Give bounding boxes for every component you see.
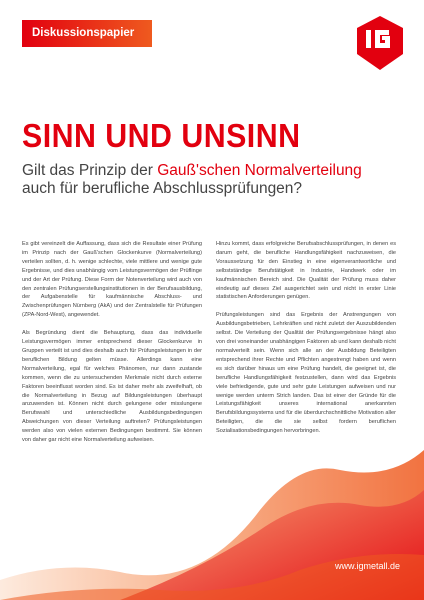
document-type-tag: Diskussionspapier — [22, 20, 152, 47]
subtitle-highlight: Gauß'schen Normalverteilung — [157, 162, 362, 179]
subtitle: Gilt das Prinzip der Gauß'schen Normalverteilung auch für berufliche Abschlussprüfungen? — [22, 162, 362, 197]
paragraph: Als Begründung dient die Behauptung, dass das individuelle Leistungsvermögen immer entsprechend dieser Glockenkurve in Gruppen verteilt ist und dies deshalb auch für Prüfungsleistungen in der beruflichen Bildung gelten müsse. Allerdings kann eine Normalverteilung, egal für welches Phänomen, nur dann zustande kommen, wenn die zu untersuchenden Merkmale nicht durch externe Faktoren beeinflusst worden sind. Es ist daher mehr als zweifelhaft, ob die Normalverteilung in Bezug auf Bildungsleistungen überhaupt anzuwenden ist. Können nicht durch gelungene oder misslungene Berufswahl und unterschiedliche Ausbildungsbedingungen Abweichungen von dieser Verteilung auftreten? Prüfungsleistungen werden also von vielen externen Bedingungen bestimmt. Sie können von daher gar nicht eine Normalverteilung aufweisen. — [22, 330, 202, 444]
body-column-left — [22, 240, 202, 454]
decorative-gradient-band — [0, 450, 424, 600]
page-title: SINN UND UNSINN — [22, 117, 301, 154]
paragraph: Es gibt vereinzelt die Auffassung, dass sich die Resultate einer Prüfung im Prinzip nach der Gauß'schen Glockenkurve (Normalverteilung) verteilen sollten, d. h. wenige schlechte, viele mittlere und wenige gute Ergebnisse, und dies unabhängig vom Leistungsvermögen der Prüflinge und der Art der Prüfung. Diese Form der Notenverteilung wird auch von den zentralen Prüfungserstellungsinstitutionen in der Berufsausbildung, der Aufgabenstelle für kaufmännische Abschluss- und Zwischenprüfungen Nürnberg (AkA) und der Zentralstelle für Prüfungen (ZPA-Nord-West), angewendet. — [22, 241, 202, 319]
paragraph: Prüfungsleistungen sind das Ergebnis der Anstrengungen von Ausbildungsbetrieben, Lehrkräften und nicht zuletzt der Auszubildenden selbst. Die Verteilung der Qualität der Prüfungsergebnisse hängt also von drei voneinander unabhängigen Faktoren ab und kann deshalb nicht normalverteilt sein. Wenn sich alle an der Ausbildung Beteiligten entsprechend ihrer Rechte und Pflichten angestrengt haben und wenn es sich darüber hinaus um eine Prüfung handelt, die geeignet ist, die berufliche Handlungsfähigkeit festzustellen, dann wird das Ergebnis viele befriedigende, gute und sehr gute Leistungen aufweisen und nur wenige werden unterm Strich landen. Das ist einer der Gründe für die Leistungsfähigkeit unseres international anerkannten Berufsbildungssystems und für die überdurchschnittliche Motivation aller Beteiligten, die die sie selbst fordern beruflichen Sozialisationsbedingungen hervorbringen. — [216, 312, 396, 435]
body-column-right — [216, 240, 396, 445]
website-url[interactable]: www.igmetall.de — [334, 561, 400, 571]
ig-metall-logo — [351, 14, 409, 72]
paragraph: Hinzu kommt, dass erfolgreiche Berufsabschlussprüfungen, in denen es darum geht, die berufliche Handlungsfähigkeit nachzuweisen, die Voraussetzung für den Einstieg in eine eigenverantwortliche und selbstständige Berufstätigkeit in Industrie, Handwerk oder im kaufmännischen Bereich sind. Die Qualität der Prüfung muss daher eindeutig auf dieses Ziel ausgerichtet sein und nicht in erster Linie statistischen Anforderungen genügen. — [216, 241, 396, 301]
